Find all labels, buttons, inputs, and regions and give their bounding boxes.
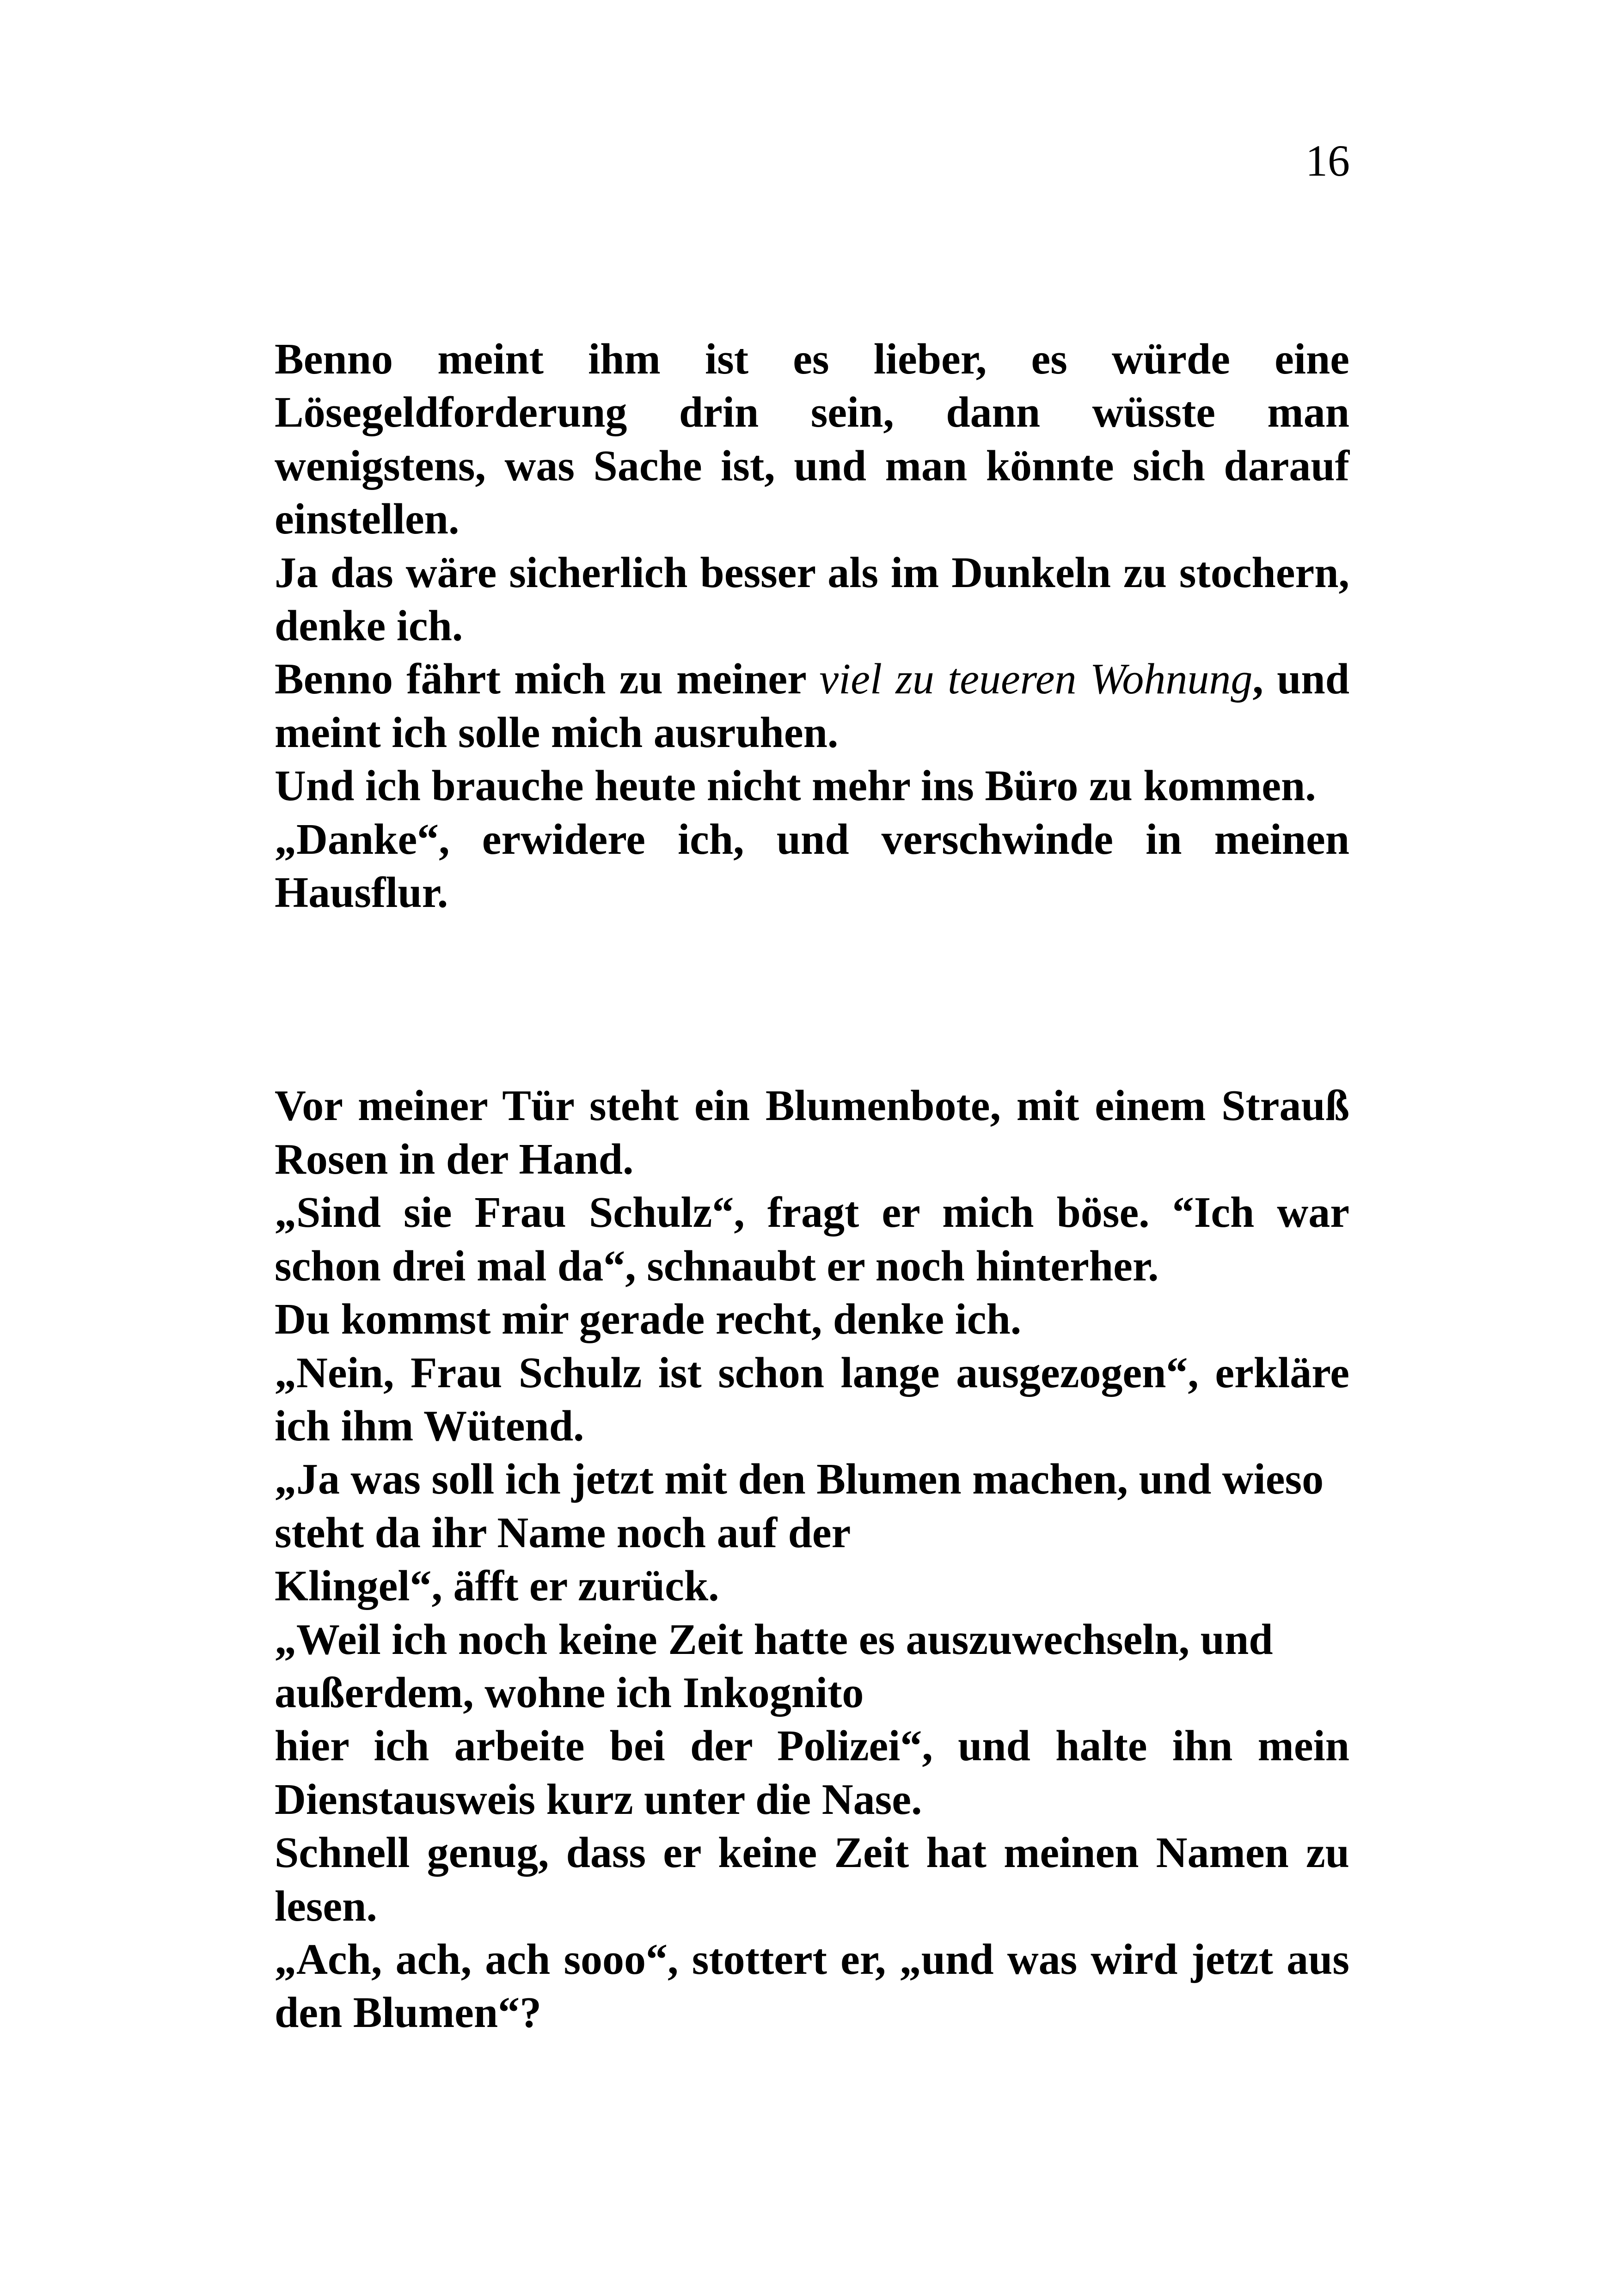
paragraph-ransom: Benno meint ihm ist es lieber, es würde eine Lösegeldforderung drin sein, dann wüsste man wenigstens, was Sache ist, und man könnte sich darauf einstellen.	[275, 335, 1349, 544]
paragraph-apartment	[275, 653, 1349, 759]
paragraph-flowers-question: „Ja was soll ich jetzt mit den Blumen machen, und wieso steht da ihr Name noch auf der	[275, 1455, 1324, 1557]
paragraph-quick: Schnell genug, dass er keine Zeit hat meinen Namen zu lesen.	[275, 1829, 1349, 1930]
paragraph-thanks: „Danke“, erwidere ich, und verschwinde in meinen Hausflur.	[275, 815, 1349, 917]
paragraph-office: Und ich brauche heute nicht mehr ins Büro zu kommen.	[275, 762, 1316, 810]
paragraph-stutter: „Ach, ach, ach sooo“, stottert er, „und was wird jetzt aus den Blumen“?	[275, 1935, 1349, 2037]
paragraph-police: hier ich arbeite bei der Polizei“, und halte ihn mein Dienstausweis kurz unter die Nase.	[275, 1722, 1349, 1824]
paragraph-florist: Vor meiner Tür steht ein Blumenbote, mit einem Strauß Rosen in der Hand.	[275, 1082, 1349, 1183]
paragraph-right-time: Du kommst mir gerade recht, denke ich.	[275, 1295, 1022, 1344]
paragraph-incognito: „Weil ich noch keine Zeit hatte es auszuwechseln, und außerdem, wohne ich Inkognito	[275, 1615, 1273, 1717]
apartment-text-before: Benno fährt mich zu meiner	[275, 655, 820, 704]
apartment-text-after: , und meint ich solle mich ausruhen.	[275, 655, 1349, 757]
paragraph-frau-schulz-question: „Sind sie Frau Schulz“, fragt er mich böse. “Ich war schon drei mal da“, schnaubt er noch hinterher.	[275, 1188, 1349, 1290]
paragraph-moved-out: „Nein, Frau Schulz ist schon lange ausgezogen“, erkläre ich ihm Wütend.	[275, 1348, 1349, 1450]
body-text	[275, 333, 1349, 2040]
scene-break	[275, 919, 1349, 1079]
page-number: 16	[1305, 136, 1350, 185]
apartment-italic: viel zu teueren Wohnung	[819, 655, 1253, 704]
paragraph-dark: Ja das wäre sicherlich besser als im Dunkeln zu stochern, denke ich.	[275, 548, 1349, 650]
paragraph-doorbell: Klingel“, äfft er zurück.	[275, 1562, 719, 1610]
